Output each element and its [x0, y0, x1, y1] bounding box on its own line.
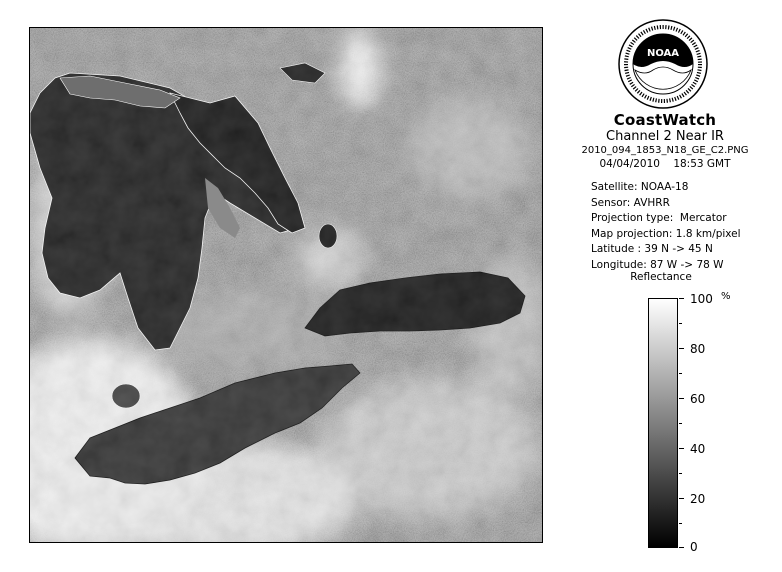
filename: 2010_094_1853_N18_GE_C2.PNG: [581, 145, 749, 156]
product-title: CoastWatch: [613, 111, 717, 129]
colorbar-label: 60: [690, 392, 706, 406]
colorbar-tick: [679, 498, 684, 499]
colorbar-tick: [679, 398, 684, 399]
colorbar-label: 20: [690, 492, 706, 506]
colorbar-minor-tick: [679, 423, 682, 424]
colorbar-minor-tick: [679, 473, 682, 474]
colorbar-label: 0: [690, 540, 698, 554]
colorbar-tick: [679, 547, 684, 548]
colorbar: [648, 298, 678, 548]
colorbar-label: 100: [690, 292, 713, 306]
info-panel: [560, 112, 770, 171]
metadata-list: [591, 180, 741, 273]
detail-longitude: Longitude: 87 W -> 78 W: [591, 258, 724, 271]
channel-subtitle: Channel 2 Near IR: [606, 129, 724, 144]
colorbar-tick: [679, 448, 684, 449]
logo-text: NOAA: [646, 48, 680, 59]
detail-map-projection: Map projection: 1.8 km/pixel: [591, 227, 741, 240]
colorbar-tick: [679, 348, 684, 349]
detail-satellite: Satellite: NOAA-18: [591, 181, 689, 193]
noaa-logo-icon: [617, 18, 709, 110]
colorbar-label: 40: [690, 442, 706, 456]
detail-projection-type: Projection type: Mercator: [591, 212, 727, 224]
great-lakes-map: [30, 28, 542, 542]
colorbar-label: 80: [690, 342, 706, 356]
detail-sensor: Sensor: AVHRR: [591, 196, 670, 209]
colorbar-tick: [679, 298, 684, 299]
colorbar-unit: %: [721, 291, 731, 302]
colorbar-minor-tick: [679, 373, 682, 374]
colorbar-minor-tick: [679, 323, 682, 324]
detail-latitude: Latitude : 39 N -> 45 N: [591, 243, 713, 255]
satellite-image: [30, 28, 542, 542]
colorbar-title: Reflectance: [630, 271, 692, 283]
colorbar-minor-tick: [679, 523, 682, 524]
datetime: 04/04/2010 18:53 GMT: [599, 158, 731, 170]
